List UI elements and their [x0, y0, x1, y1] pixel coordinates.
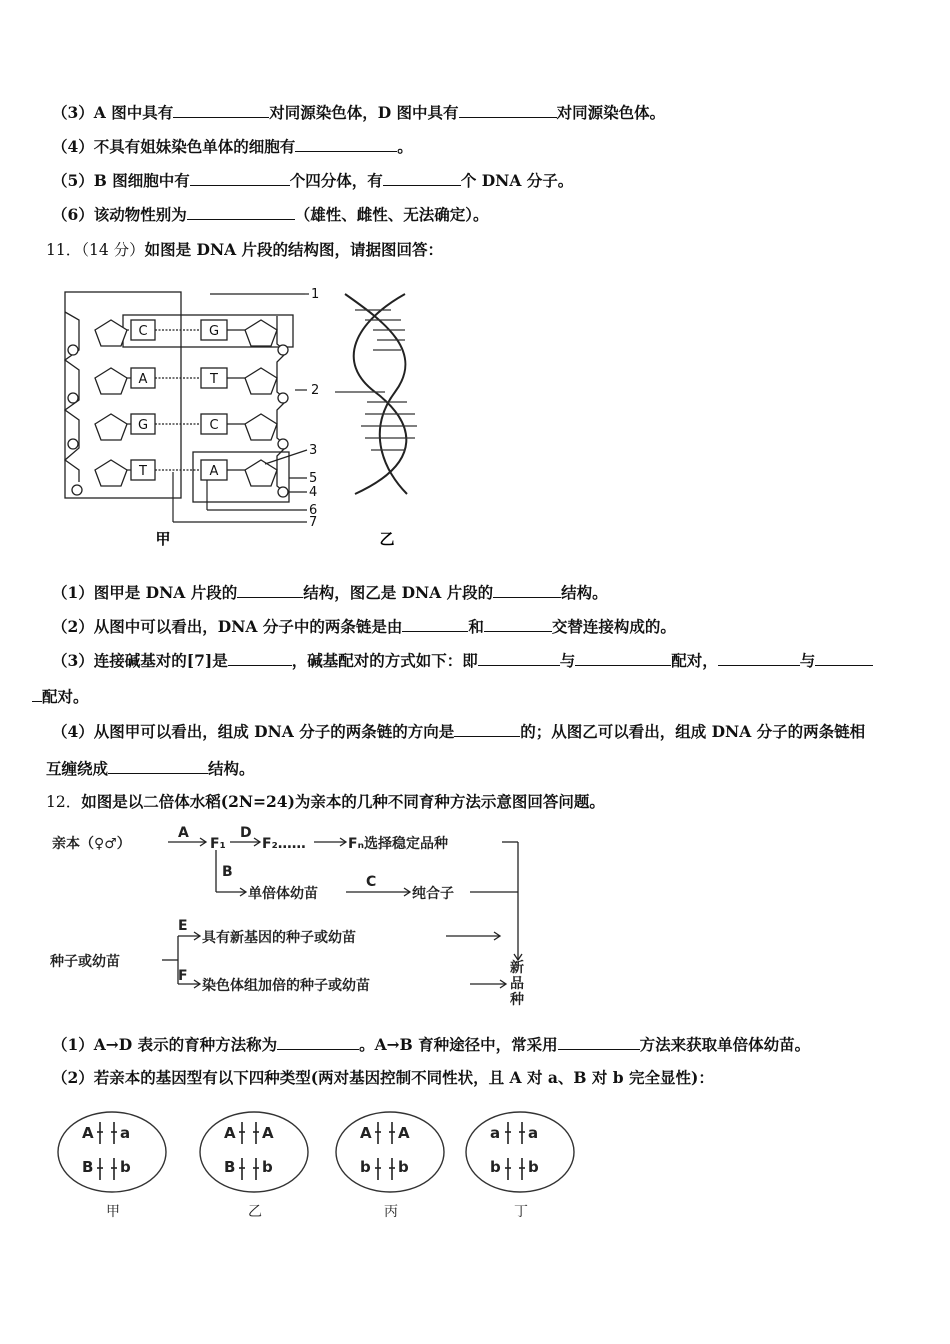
blank[interactable]	[575, 650, 671, 666]
q10-part3: （3）A 图中具有 对同源染色体，D 图中具有 对同源染色体。	[52, 103, 666, 122]
base-right-1: G	[208, 324, 220, 339]
cell-ellipse	[200, 1112, 308, 1192]
q11-part4-cont: 互缠绕成 结构。	[46, 759, 255, 778]
blank[interactable]	[32, 686, 42, 702]
allele-label: b	[398, 1158, 409, 1176]
f2-label: F₂……	[262, 836, 306, 852]
q12-part1: （1）A→D 表示的育种方法称为 。A→B 育种途径中，常采用 方法来获取单倍体幼苗。	[52, 1035, 811, 1054]
blank[interactable]	[718, 650, 800, 666]
label-D: D	[240, 825, 252, 841]
genotype-cells-figure	[50, 1108, 590, 1224]
blank[interactable]	[228, 650, 292, 666]
allele-label: b	[262, 1158, 273, 1176]
pure-label: 纯合子	[412, 886, 454, 902]
new-variety-char-3: 种	[510, 992, 524, 1008]
dna-structure-figure	[55, 282, 435, 552]
q12-heading: 12．如图是以二倍体水稻(2N=24)为亲本的几种不同育种方法示意图回答问题。	[46, 792, 605, 811]
blank[interactable]	[402, 616, 468, 632]
allele-label: A	[224, 1124, 236, 1142]
f1-label: F₁	[210, 836, 226, 852]
cell-name: 乙	[248, 1204, 262, 1220]
label-7: 7	[309, 515, 318, 530]
blank[interactable]	[173, 102, 269, 118]
blank[interactable]	[459, 102, 557, 118]
blank[interactable]	[237, 582, 303, 598]
label-4: 4	[309, 485, 318, 500]
q10-part5: （5）B 图细胞中有 个四分体，有 个 DNA 分子。	[52, 171, 574, 190]
allele-label: B	[224, 1158, 236, 1176]
label-jia: 甲	[155, 530, 171, 548]
cell-ellipse	[58, 1112, 166, 1192]
seed-label: 种子或幼苗	[50, 954, 120, 970]
allele-label: b	[528, 1158, 539, 1176]
new-variety-char-2: 品	[510, 976, 524, 992]
q11-part3-cont: 配对。	[32, 686, 89, 707]
blank[interactable]	[187, 204, 295, 220]
blank[interactable]	[190, 170, 290, 186]
new-variety-char-1: 新	[510, 960, 524, 976]
q11-heading: 11．（14 分）如图是 DNA 片段的结构图，请据图回答：	[46, 240, 444, 259]
q11-part4: （4）从图甲可以看出，组成 DNA 分子的两条链的方向是 的；从图乙可以看出，组成 DNA 分子的两条链相	[52, 722, 866, 741]
allele-label: A	[82, 1124, 94, 1142]
label-B: B	[222, 864, 233, 880]
cell-name: 丙	[384, 1204, 398, 1220]
blank[interactable]	[478, 650, 560, 666]
base-left-1: C	[138, 324, 148, 339]
parent-label: 亲本（♀♂）	[52, 836, 131, 852]
blank[interactable]	[295, 136, 397, 152]
blank[interactable]	[277, 1034, 359, 1050]
cell-name: 甲	[106, 1204, 120, 1220]
cell-name: 丁	[514, 1204, 528, 1220]
new-gene-label: 具有新基因的种子或幼苗	[202, 930, 356, 946]
label-1: 1	[311, 287, 320, 302]
label-C: C	[366, 874, 377, 890]
base-left-4: T	[139, 464, 147, 479]
allele-label: A	[398, 1124, 410, 1142]
label-E: E	[178, 918, 188, 934]
q11-part2: （2）从图中可以看出，DNA 分子中的两条链是由 和 交替连接构成的。	[52, 617, 676, 636]
label-6: 6	[309, 503, 318, 518]
q12-part2: （2）若亲本的基因型有以下四种类型(两对基因控制不同性状，且 A 对 a、B 对 b 完全显性)：	[52, 1068, 714, 1087]
allele-label: a	[490, 1124, 501, 1142]
label-F: F	[178, 968, 188, 984]
breeding-methods-diagram	[50, 822, 540, 1010]
allele-label: A	[262, 1124, 274, 1142]
allele-label: a	[120, 1124, 131, 1142]
doubled-label: 染色体组加倍的种子或幼苗	[202, 978, 370, 994]
blank[interactable]	[558, 1034, 640, 1050]
q11-part1: （1）图甲是 DNA 片段的 结构，图乙是 DNA 片段的 结构。	[52, 583, 608, 602]
allele-label: b	[360, 1158, 371, 1176]
blank[interactable]	[493, 582, 561, 598]
allele-label: A	[360, 1124, 372, 1142]
q10-part6: （6）该动物性别为 （雄性、雌性、无法确定）。	[52, 205, 489, 224]
allele-label: B	[82, 1158, 94, 1176]
blank[interactable]	[454, 721, 520, 737]
allele-label: a	[528, 1124, 539, 1142]
fn-label: Fₙ选择稳定品种	[348, 836, 448, 852]
blank[interactable]	[383, 170, 461, 186]
cell-ellipse	[336, 1112, 444, 1192]
q10-part4: （4）不具有姐妹染色单体的细胞有 。	[52, 137, 413, 156]
base-right-2: T	[210, 372, 218, 387]
cell-ellipse	[466, 1112, 574, 1192]
haploid-label: 单倍体幼苗	[248, 886, 318, 902]
label-yi: 乙	[379, 530, 395, 548]
base-left-2: A	[138, 372, 148, 387]
label-A: A	[178, 825, 189, 841]
blank[interactable]	[815, 650, 873, 666]
blank[interactable]	[108, 758, 208, 774]
base-left-3: G	[137, 418, 149, 433]
label-5: 5	[309, 471, 318, 486]
base-right-4: A	[209, 464, 219, 479]
blank[interactable]	[484, 616, 552, 632]
allele-label: b	[490, 1158, 501, 1176]
label-2: 2	[311, 383, 320, 398]
label-3: 3	[309, 443, 318, 458]
base-right-3: C	[209, 418, 219, 433]
q11-part3: （3）连接碱基对的[7]是 ，碱基配对的方式如下：即 与 配对， 与	[52, 650, 873, 671]
allele-label: b	[120, 1158, 131, 1176]
